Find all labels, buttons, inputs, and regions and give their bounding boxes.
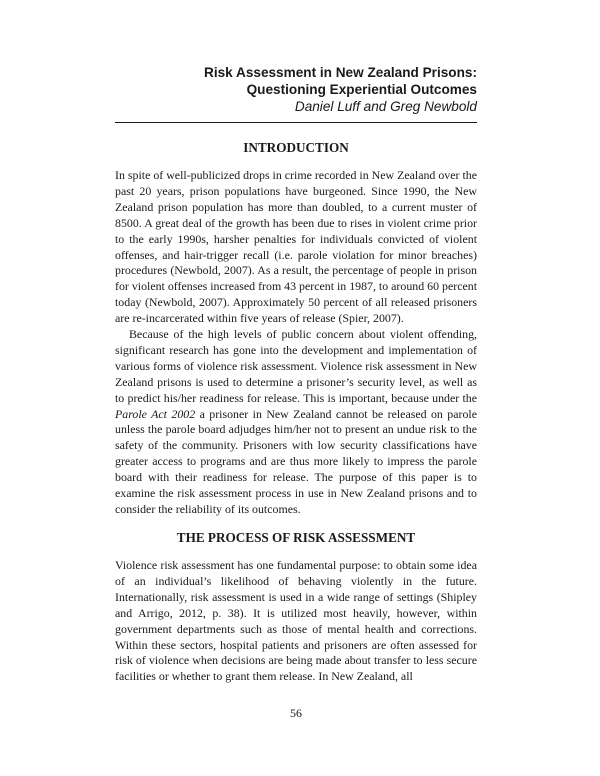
article-title-line-2: Questioning Experiential Outcomes — [246, 82, 477, 97]
paragraph-intro-2-text-b: a prisoner in New Zealand cannot be released on parole unless the parole board adjudges him/her not to present an undue risk to the safety of the community. Prisoners with low security classifications have greater access to programs and are thus more likely to impress the parole board with their readiness for release. The purpose of this paper is to examine the risk assessment process in use in New Zealand prisons and to consider the reliability of its outcomes. — [115, 406, 477, 516]
section-heading-process: THE PROCESS OF RISK ASSESSMENT — [176, 530, 416, 545]
paragraph-process-1: Violence risk assessment has one fundamental purpose: to obtain some idea of an individual’s likelihood of behaving violently in the future. Internationally, risk assessment is used in a wide range of settings (Shipley and Arrigo, 2012, p. 38). It is utilized most heavily, however, within government departments such as those of mental health and corrections. Within these sectors, hospital patients and prisoners are often assessed for risk of violence when decisions are being made about transfer to less secure facilities or whether to grant them release. In New Zealand, all — [115, 558, 477, 684]
paragraph-intro-2 — [115, 327, 477, 518]
header-divider — [115, 122, 477, 123]
paragraph-intro-2-text-a: Because of the high levels of public concern about violent offending, significant research has gone into the development and implementation of various forms of violence risk assessment. Violence risk assessment in New Zealand prisons is used to determine a prisoner’s security level, as well as to predict his/her readiness for release. This is important, because under the — [115, 327, 477, 405]
running-header — [115, 64, 477, 115]
article-authors: Daniel Luff and Greg Newbold — [294, 99, 477, 114]
paragraph-intro-1: In spite of well-publicized drops in crime recorded in New Zealand over the past 20 years, prison populations have burgeoned. Since 1990, the New Zealand prison population has more than doubled, to a current muster of 8500. A great deal of the growth has been due to rises in violent crime prior to the early 1990s, harsher penalties for individuals convicted of violent offenses, and hair-trigger recall (i.e. parole violation for minor breaches) procedures (Newbold, 2007). As a result, the percentage of people in prison for violent offenses increased from 43 percent in 1987, to around 60 percent today (Newbold, 2007). Approximately 50 percent of all released prisoners are re-incarcerated within five years of release (Spier, 2007). — [115, 168, 477, 326]
statute-title: Parole Act 2002 — [115, 406, 196, 421]
page-number: 56 — [290, 706, 302, 720]
article-title-line-1: Risk Assessment in New Zealand Prisons: — [204, 65, 477, 80]
section-heading-introduction: INTRODUCTION — [243, 140, 349, 155]
